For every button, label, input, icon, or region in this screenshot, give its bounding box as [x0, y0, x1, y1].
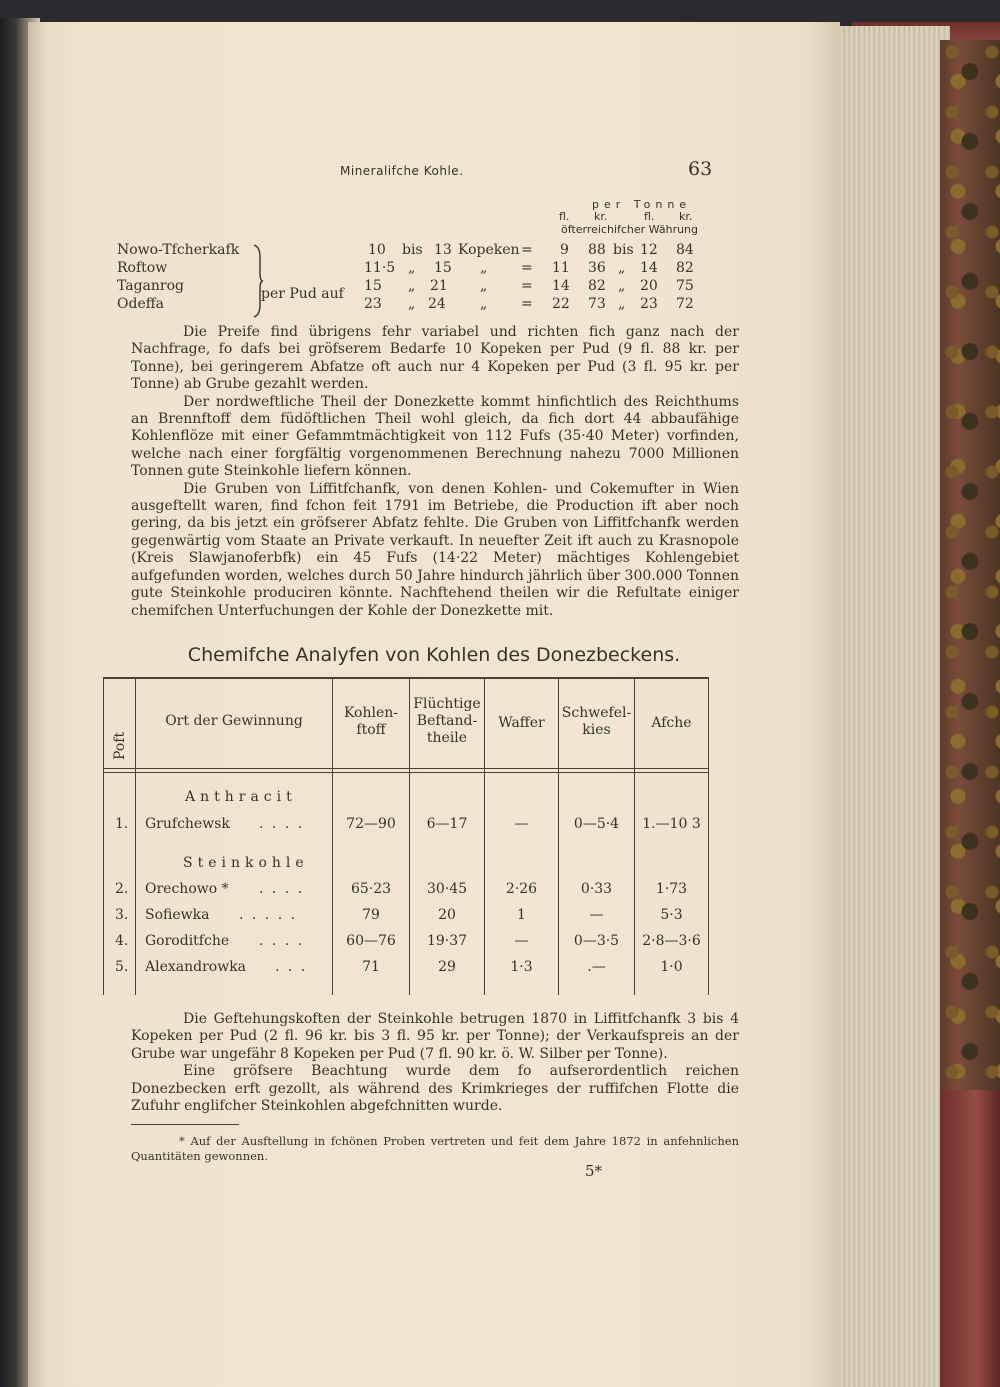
price-fl1: 14 — [552, 278, 570, 294]
row-number: 4. — [115, 933, 129, 949]
row-place: Sofiewka — [145, 907, 210, 923]
price-bis2: „ — [618, 278, 626, 294]
price-bis: „ — [408, 260, 416, 276]
price-kr1: 36 — [588, 260, 606, 276]
section-label-anthracite: Anthracit — [185, 789, 297, 805]
price-from: 23 — [364, 296, 382, 312]
price-kr2: 82 — [676, 260, 694, 276]
price-fl2: 12 — [640, 242, 658, 258]
cell-ash: 2·8—3·6 — [642, 933, 701, 949]
cell-pyrite: 0—5·4 — [573, 816, 620, 832]
price-bis: bis — [402, 242, 423, 258]
price-to: 24 — [428, 296, 446, 312]
cell-pyrite: .— — [587, 959, 606, 975]
body-text-after — [131, 1011, 739, 1115]
price-to: 21 — [430, 278, 448, 294]
cell-volatile: 6—17 — [426, 816, 468, 832]
price-bis2: „ — [618, 296, 626, 312]
paragraph: Die Preife find übrigens fehr variabel und richten fich ganz nach der Nachfrage, fo dafs bei gröfserem Bedarfe 10 Kopeken per Pud (9 fl. 88 kr. per Tonne), bei geringerem Abfatze oft auch nur 4 Kopeken per Pud (3 fl. 95 kr. per Tonne) ab Grube gezahlt werden. — [131, 324, 739, 393]
cell-pyrite: 0·33 — [580, 881, 613, 897]
price-heading-kr1: kr. — [594, 210, 608, 223]
price-unit: Kopeken — [458, 242, 520, 258]
page-edges — [838, 26, 950, 1387]
book-cover-bottom — [940, 1090, 1000, 1387]
table-col-rule — [708, 677, 709, 995]
cell-ash: 1.—10 3 — [642, 816, 701, 832]
cell-carbon: 71 — [362, 959, 380, 975]
row-leader-dots: . . . . — [259, 933, 305, 949]
price-fl2: 14 — [640, 260, 658, 276]
price-unit: „ — [480, 260, 488, 276]
table-col-rule — [135, 677, 136, 995]
price-fl1: 9 — [560, 242, 569, 258]
price-eq: = — [521, 296, 533, 312]
cell-water: — — [514, 933, 529, 949]
price-fl1: 22 — [552, 296, 570, 312]
table-rule — [103, 677, 709, 679]
price-heading-fl2: fl. — [644, 210, 655, 223]
row-number: 2. — [115, 881, 129, 897]
price-fl2: 20 — [640, 278, 658, 294]
book-page — [28, 22, 840, 1387]
row-place: Grufchewsk — [145, 816, 230, 832]
cell-water: — — [514, 816, 529, 832]
page-number: 63 — [688, 158, 713, 180]
price-heading-fl1: fl. — [559, 210, 570, 223]
price-row-place: Roftow — [117, 260, 168, 276]
price-heading-kr2: kr. — [679, 210, 693, 223]
unit-label: per Pud auf — [261, 286, 344, 302]
row-leader-dots: . . . . . — [239, 907, 298, 923]
table-rule — [103, 768, 709, 769]
row-place: Alexandrowka — [145, 959, 247, 975]
price-eq: = — [521, 278, 533, 294]
table-rule — [103, 772, 709, 773]
row-leader-dots: . . . . — [259, 881, 305, 897]
row-number: 3. — [115, 907, 129, 923]
brace-icon — [252, 243, 264, 319]
cell-pyrite: 0—3·5 — [573, 933, 620, 949]
price-fl2: 23 — [640, 296, 658, 312]
price-to: 13 — [434, 242, 452, 258]
price-eq: = — [521, 242, 533, 258]
price-kr1: 73 — [588, 296, 606, 312]
row-number: 5. — [115, 959, 129, 975]
footnote-rule — [131, 1124, 239, 1125]
cell-ash: 5·3 — [660, 907, 683, 923]
table-caption: Chemifche Analyfen von Kohlen des Donezbeckens. — [187, 644, 681, 666]
cell-ash: 1·73 — [655, 881, 688, 897]
cell-volatile: 30·45 — [426, 881, 468, 897]
row-place: Orechowo * — [145, 881, 229, 897]
header-volatile-line: theile — [426, 730, 468, 746]
header-post: Poft — [112, 731, 128, 760]
row-leader-dots: . . . — [275, 959, 308, 975]
cell-water: 1·3 — [510, 959, 533, 975]
price-eq: = — [521, 260, 533, 276]
header-carbon — [333, 705, 409, 739]
cell-carbon: 72—90 — [346, 816, 396, 832]
cell-carbon: 65·23 — [350, 881, 392, 897]
price-kr2: 72 — [676, 296, 694, 312]
header-pyrite — [559, 705, 634, 739]
analysis-table — [103, 677, 709, 995]
header-pyrite-line: kies — [582, 722, 611, 738]
header-volatile-line: Beftand- — [416, 713, 478, 729]
body-text — [131, 324, 739, 620]
header-volatile-line: Flüchtige — [413, 696, 481, 712]
price-kr1: 88 — [588, 242, 606, 258]
footnote — [131, 1134, 739, 1163]
header-carbon-line: ftoff — [356, 722, 386, 738]
price-fl1: 11 — [552, 260, 570, 276]
price-bis2: „ — [618, 260, 626, 276]
cell-water: 1 — [517, 907, 526, 923]
price-to: 15 — [434, 260, 452, 276]
price-row-place: Taganrog — [117, 278, 185, 294]
row-number: 1. — [115, 816, 129, 832]
cell-water: 2·26 — [505, 881, 538, 897]
price-kr1: 82 — [588, 278, 606, 294]
price-row-place: Nowo-Tfcherkafk — [117, 242, 240, 258]
price-bis: „ — [408, 278, 416, 294]
cell-volatile: 20 — [438, 907, 456, 923]
price-kr2: 75 — [676, 278, 694, 294]
paragraph: Die Gruben von Liffitfchanfk, von denen Kohlen- und Cokemufter in Wien ausgeftellt waren, find fchon feit 1791 im Betriebe, die Production ift aber noch gering, da bis jetzt ein gröfserer Abfatz fehlte. Die Gruben von Liffitfchanfk werden gegenwärtig vom Staate an Private verkauft. In neuefter Zeit ift auch zu Krasnopole (Kreis Slawjanoferbfk) ein 45 Fufs (14·22 Meter) mächtiges Kohlengebiet aufgefunden worden, welches durch 50 Jahre hindurch jährlich über 300.000 Tonnen gute Steinkohle produciren könnte. Nachftehend theilen wir die Refultate einiger chemifchen Unterfuchungen der Kohle der Donezkette mit. — [131, 480, 739, 619]
paragraph: Der nordweftliche Theil der Donezkette kommt hinfichtlich des Reichthums an Brennftoff dem füdöftlichen Theil wohl gleich, da fich dort 44 abbaufähige Kohlenflöze mit einer Gefammtmächtigkeit von 112 Fufs (35·40 Meter) vorfinden, welche nach einer forgfältig vorgenommenen Berechnung nahezu 7000 Millionen Tonnen gute Steinkohle liefern können. — [131, 393, 739, 480]
cell-carbon: 60—76 — [346, 933, 396, 949]
price-heading-tonne: per Tonne — [592, 198, 692, 211]
price-from: 15 — [364, 278, 382, 294]
signature-mark: 5* — [585, 1162, 603, 1180]
footnote-text: * Auf der Ausftellung in fchönen Proben vertreten und feit dem Jahre 1872 in anfehnlichen Quantitäten gewonnen. — [131, 1134, 739, 1163]
cell-ash: 1·0 — [660, 959, 683, 975]
cell-volatile: 29 — [438, 959, 456, 975]
header-place: Ort der Gewinnung — [165, 713, 303, 729]
price-heading-currency: öfterreichifcher Währung — [561, 223, 699, 236]
table-col-rule — [103, 677, 104, 995]
cell-carbon: 79 — [362, 907, 380, 923]
row-place: Goroditfche — [145, 933, 230, 949]
header-volatile — [410, 696, 484, 747]
price-row-place: Odeffa — [117, 296, 165, 312]
cell-pyrite: — — [589, 907, 604, 923]
price-from: 10 — [368, 242, 386, 258]
paragraph: Eine gröfsere Beachtung wurde dem fo aufserordentlich reichen Donezbecken erft gezollt, als während des Krimkrieges der ruffifchen Flotte die Zufuhr englifcher Steinkohlen abgefchnitten wurde. — [131, 1063, 739, 1115]
running-title: Mineralifche Kohle. — [340, 164, 464, 178]
price-kr2: 84 — [676, 242, 694, 258]
cell-volatile: 19·37 — [426, 933, 468, 949]
price-unit: „ — [480, 296, 488, 312]
row-leader-dots: . . . . — [259, 816, 305, 832]
price-bis: „ — [408, 296, 416, 312]
header-ash: Afche — [651, 715, 692, 731]
paragraph: Die Geftehungskoften der Steinkohle betrugen 1870 in Liffitfchanfk 3 bis 4 Kopeken per Pud (2 fl. 96 kr. bis 3 fl. 95 kr. per Tonne); der Verkaufspreis an der Grube war ungefähr 8 Kopeken per Pud (7 fl. 90 kr. ö. W. Silber per Tonne). — [131, 1011, 739, 1062]
header-water: Waffer — [498, 715, 545, 731]
header-pyrite-line: Schwefel- — [561, 705, 632, 721]
price-from: 11·5 — [364, 260, 396, 276]
price-bis2: bis — [613, 242, 634, 258]
section-label-coal: Steinkohle — [183, 855, 309, 871]
price-unit: „ — [480, 278, 488, 294]
header-carbon-line: Kohlen- — [343, 705, 399, 721]
